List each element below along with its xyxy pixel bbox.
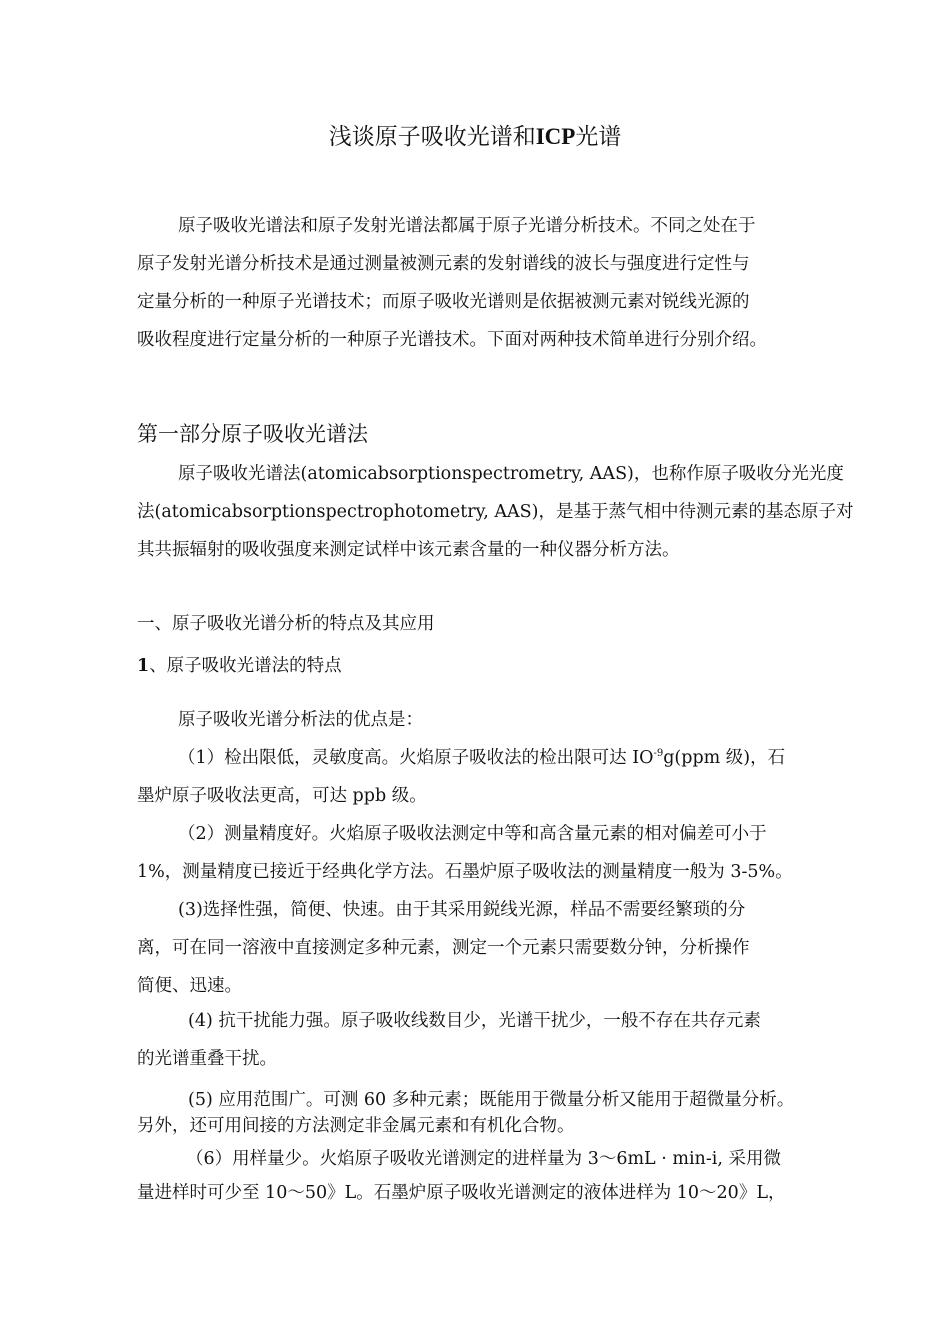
subsection-number: 1: [137, 656, 150, 676]
title-text-1: 浅谈原子吸收光谱和: [328, 124, 536, 150]
intro-line-3: 定量分析的一种原子光谱技术；而原子吸收光谱则是依据被测元素对锐线光源的: [137, 292, 750, 312]
intro-line-4: 吸收程度进行定量分析的一种原子光谱技术。下面对两种技术简单进行分别介绍。: [137, 330, 767, 350]
intro-line-2: 原子发射光谱分析技术是通过测量被测元素的发射谱线的波长与强度进行定性与: [137, 254, 750, 274]
item-3-line-1: (3)选择性强，简便、快速。由于其采用鋭线光源，样品不需要经繁琐的分: [178, 900, 746, 920]
item-2-line-2: 1%，测量精度已接近于经典化学方法。石墨炉原子吸收法的测量精度一般为 3-5%。: [137, 862, 793, 882]
item-3-line-3: 简便、迅速。: [137, 976, 242, 996]
item-1-text-a: （1）检出限低，灵敏度高。火焰原子吸收法的检出限可达 IO: [178, 748, 654, 768]
item-1-text-b: g(ppm 级)，石: [663, 748, 786, 768]
item-4-line-1: (4) 抗干扰能力强。原子吸收线数目少，光谱干扰少，一般不存在共存元素: [188, 1011, 761, 1031]
part1-line-2: 法(atomicabsorptionspectrophotometry, AAS)，是基于蒸气相中待测元素的基态原子对: [137, 502, 854, 522]
item-6-line-2: 量进样时可少至 10〜50》L。石墨炉原子吸收光谱测定的液体进样为 10〜20》L，: [137, 1183, 786, 1203]
intro-line-1: 原子吸收光谱法和原子发射光谱法都属于原子光谱分析技术。不同之处在于: [178, 216, 756, 236]
part1-heading: 第一部分原子吸收光谱法: [137, 422, 368, 446]
advantages-intro: 原子吸收光谱分析法的优点是：: [178, 710, 423, 730]
title-text-bold: ICP: [535, 124, 576, 149]
item-1-line-1: [178, 739, 868, 777]
section-heading-1: 一、原子吸收光谱分析的特点及其应用: [137, 614, 435, 634]
subsection-heading-1: [137, 647, 827, 685]
item-2-line-1: （2）测量精度好。火焰原子吸收法测定中等和高含量元素的相对偏差可小于: [178, 824, 767, 844]
item-5-line-2: 另外，还可用间接的方法测定非金属元素和有机化合物。: [137, 1116, 575, 1136]
item-1-line-2: 墨炉原子吸收法更高，可达 ppb 级。: [137, 786, 427, 806]
item-5-line-1: (5) 应用范围广。可测 60 多种元素；既能用于微量分析又能用于超微量分析。: [188, 1090, 795, 1110]
subsection-text: 、原子吸收光谱法的特点: [149, 656, 342, 676]
item-1-superscript: -9: [653, 748, 664, 760]
part1-line-3: 其共振辐射的吸收强度来测定试样中该元素含量的一种仪器分析方法。: [137, 540, 680, 560]
document-title: [0, 117, 950, 157]
item-4-line-2: 的光谱重叠干扰。: [137, 1049, 277, 1069]
item-3-line-2: 离，可在同一溶液中直接测定多种元素，测定一个元素只需要数分钟，分析操作: [137, 938, 750, 958]
part1-line-1: 原子吸收光谱法(atomicabsorptionspectrometry, AAS)，也称作原子吸收分光光度: [178, 464, 844, 484]
item-6-line-1: （6）用样量少。火焰原子吸收光谱测定的进样量为 3〜6mL · min-i, 采用微: [186, 1149, 781, 1169]
title-text-2: 光谱: [575, 124, 622, 150]
